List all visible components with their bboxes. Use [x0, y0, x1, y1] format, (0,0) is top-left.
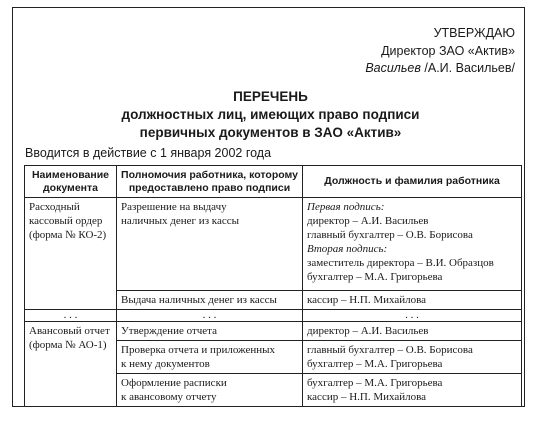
approval-signature-line [365, 60, 515, 78]
cell-text: заместитель директора – В.И. Образцов [307, 257, 494, 269]
title-line-1: ПЕРЕЧЕНЬ [233, 89, 308, 104]
ellipsis-cell: . . . [117, 310, 303, 322]
header-document-line: документа [43, 181, 98, 194]
approval-signature: Васильев [365, 61, 421, 75]
cell-document [25, 322, 117, 407]
cell-text: наличных денег из кассы [121, 215, 240, 227]
header-employee: Должность и фамилия работника [303, 166, 522, 198]
cell-authority [117, 198, 303, 291]
cell-employee [303, 374, 522, 407]
cell-text: бухгалтер – М.А. Григорьева [307, 377, 443, 389]
first-signature-label: Первая подпись: [307, 201, 385, 213]
cell-text: к авансовому отчету [121, 391, 217, 403]
ellipsis-cell: . . . [303, 310, 522, 322]
cell-text: кассовый ордер [29, 215, 103, 227]
cell-text: Расходный [29, 201, 80, 213]
cell-employee: кассир – Н.П. Михайлова [303, 291, 522, 310]
cell-text: главный бухгалтер – О.В. Борисова [307, 229, 473, 241]
cell-authority: Утверждение отчета [117, 322, 303, 341]
cell-text: Оформление расписки [121, 377, 227, 389]
cell-text: бухгалтер – М.А. Григорьева [307, 271, 443, 283]
cell-text: Проверка отчета и приложенных [121, 344, 276, 356]
signatories-table [24, 165, 522, 407]
header-authority-line: предоставлено право подписи [128, 181, 291, 194]
title-line-3: первичных документов в ЗАО «Актив» [139, 125, 402, 140]
header-authority [117, 166, 303, 198]
cell-authority [117, 374, 303, 407]
approval-label: УТВЕРЖДАЮ [433, 26, 515, 40]
cell-employee: директор – А.И. Васильев [303, 322, 522, 341]
table-row [25, 322, 522, 341]
cell-authority [117, 341, 303, 374]
table-row [25, 198, 522, 291]
document-title [0, 88, 541, 142]
second-signature-label: Вторая подпись: [307, 243, 388, 255]
approval-position: Директор ЗАО «Актив» [381, 43, 515, 58]
cell-authority: Выдача наличных денег из кассы [117, 291, 303, 310]
header-authority-line: Полномочия работника, которому [121, 168, 298, 181]
cell-text: директор – А.И. Васильев [307, 215, 429, 227]
approval-name: /А.И. Васильев/ [424, 61, 515, 75]
cell-text: Разрешение на выдачу [121, 201, 227, 213]
cell-document [25, 198, 117, 310]
approval-block [365, 25, 515, 78]
header-document-line: Наименование [31, 168, 110, 181]
table-header-row [25, 166, 522, 198]
cell-employee [303, 341, 522, 374]
header-document [25, 166, 117, 198]
cell-text: к нему документов [121, 358, 210, 370]
ellipsis-cell: . . . [25, 310, 117, 322]
cell-text: бухгалтер – М.А. Григорьева [307, 358, 443, 370]
cell-text: кассир – Н.П. Михайлова [307, 391, 427, 403]
table-row-ellipsis [25, 310, 522, 322]
cell-text: (форма № КО-2) [29, 229, 107, 241]
cell-text: главный бухгалтер – О.В. Борисова [307, 344, 473, 356]
cell-text: Авансовый отчет [29, 325, 110, 337]
cell-text: (форма № АО-1) [29, 339, 107, 351]
cell-employee [303, 198, 522, 291]
effective-date: Вводится в действие с 1 января 2002 года [25, 146, 272, 160]
title-line-2: должностных лиц, имеющих право подписи [121, 107, 420, 122]
